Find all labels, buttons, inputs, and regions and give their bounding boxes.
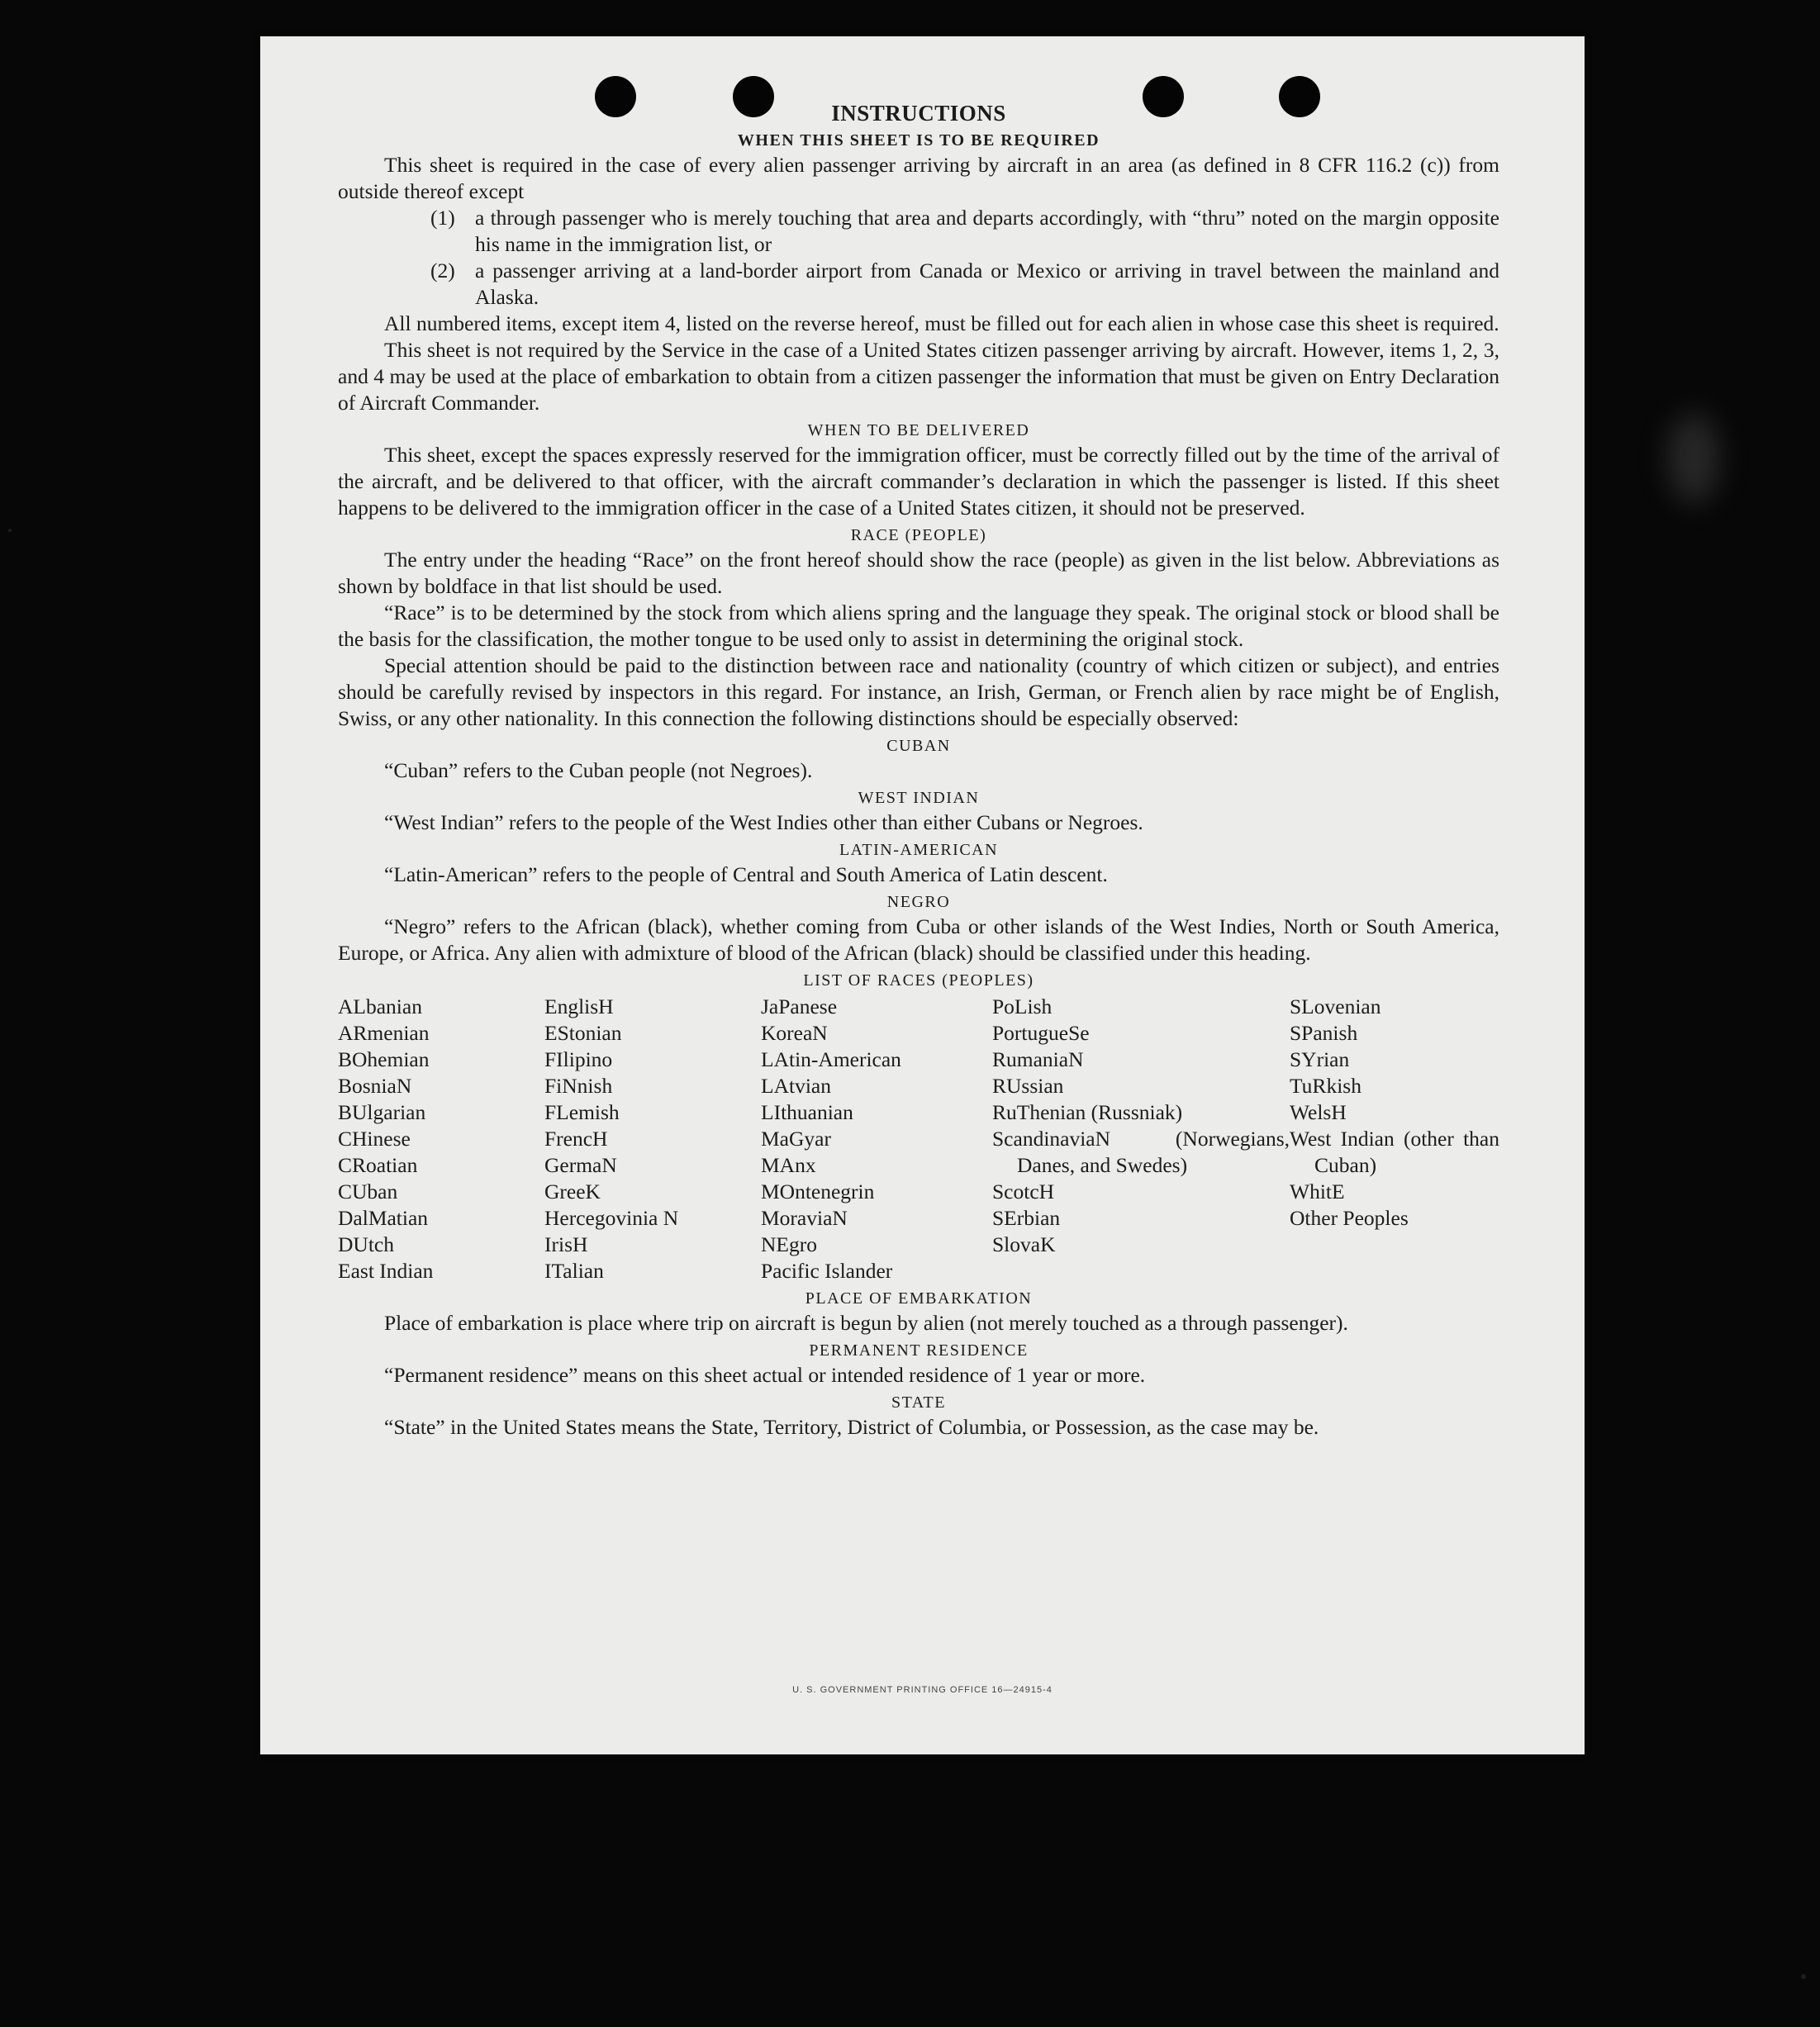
scan-speck [1801,1974,1806,1979]
race-entry: SlovaK [992,1232,1056,1256]
section-heading-negro: NEGRO [886,893,951,911]
races-column [338,994,544,1284]
race-entry: ITalian [544,1259,604,1283]
exception-text: a through passenger who is merely touching that area and departs accordingly, with “thru” noted on the margin opposite his name in the immigration list, or [475,206,1499,256]
scan-glare [1669,413,1718,504]
race-entry: NEgro [761,1232,817,1256]
section-heading-races-list: LIST OF RACES (PEOPLES) [803,971,1034,990]
section-heading-cuban: CUBAN [886,737,951,755]
race-entry: ScotcH [992,1180,1055,1203]
negro-text: “Negro” refers to the African (black), whether coming from Cuba or other islands of the West Indies, North or South America, Europe, or Africa. Any alien with admixture of blood of the African (black) should be classified under this heading. [338,914,1499,965]
document-page [260,36,1585,1754]
races-column [1290,994,1499,1284]
race-paragraph-2: “Race” is to be determined by the stock from which aliens spring and the language they speak. The original stock or blood shall be the basis for the classification, the mother tongue to be used only to assist in determining the original stock. [338,601,1499,651]
west-indian-text: “West Indian” refers to the people of the West Indies other than either Cubans or Negroes. [384,810,1143,834]
race-entry: BOhemian [338,1047,430,1071]
race-entry: SYrian [1290,1047,1350,1071]
section-heading-required: WHEN THIS SHEET IS TO BE REQUIRED [737,131,1100,150]
race-entry: RumaniaN [992,1047,1084,1071]
race-entry: ScandinaviaN (Norwegians, Danes, and Swedes) [992,1127,1290,1177]
race-entry: Other Peoples [1290,1206,1409,1230]
race-entry: BosniaN [338,1074,412,1098]
race-entry: East Indian [338,1259,434,1283]
exception-number: (1) [430,206,455,230]
race-entry: RUssian [992,1074,1064,1098]
section-heading-embarkation: PLACE OF EMBARKATION [805,1289,1033,1308]
race-paragraph-1: The entry under the heading “Race” on the front hereof should show the race (people) as given in the list below. Abbreviations as shown by boldface in that list should be used. [338,548,1499,598]
printer-footer: U. S. GOVERNMENT PRINTING OFFICE 16—24915-4 [792,1685,1053,1695]
residence-text: “Permanent residence” means on this sheet actual or intended residence of 1 year or more. [384,1363,1146,1387]
required-intro: This sheet is required in the case of every alien passenger arriving by aircraft in an area (as defined in 8 CFR 116.2 (c)) from outside thereof except [338,153,1499,203]
race-entry: WelsH [1290,1100,1347,1124]
race-entry: BUlgarian [338,1100,426,1124]
race-entry: Pacific Islander [761,1259,893,1283]
race-entry: CUban [338,1180,398,1203]
race-entry: CHinese [338,1127,411,1151]
latin-american-text: “Latin-American” refers to the people of Central and South America of Latin descent. [384,862,1108,886]
race-entry: IrisH [544,1232,588,1256]
exception-item [430,258,1499,311]
races-column [992,994,1290,1284]
race-entry: PortugueSe [992,1021,1090,1045]
race-entry: EnglisH [544,995,614,1018]
race-entry: RuThenian (Russniak) [992,1100,1183,1124]
race-entry: PoLish [992,995,1053,1018]
state-text: “State” in the United States means the State, Territory, District of Columbia, or Possession, as the case may be. [384,1415,1319,1439]
race-entry: ALbanian [338,995,422,1018]
section-heading-delivered: WHEN TO BE DELIVERED [807,421,1030,439]
race-entry: MoraviaN [761,1206,848,1230]
race-entry: EStonian [544,1021,622,1045]
race-entry: WhitE [1290,1180,1345,1203]
cuban-text: “Cuban” refers to the Cuban people (not Negroes). [384,758,813,782]
race-paragraph-3: Special attention should be paid to the distinction between race and nationality (country of which citizen or subject), and entries should be carefully revised by inspectors in this regard. For instance, an Irish, German, or French alien by race might be of English, Swiss, or any other nationality. In this connection the following distinctions should be especially observed: [338,653,1499,730]
race-entry: DUtch [338,1232,394,1256]
exception-item [430,205,1499,258]
races-list [338,994,1499,1284]
scan-speck [8,529,12,532]
exception-text: a passenger arriving at a land-border airport from Canada or Mexico or arriving in travel between the mainland and Alaska. [475,259,1499,309]
section-heading-latin-american: LATIN-AMERICAN [839,841,999,859]
race-entry: ARmenian [338,1021,430,1045]
race-entry: FiNnish [544,1074,613,1098]
delivered-text: This sheet, except the spaces expressly reserved for the immigration officer, must be correctly filled out by the time of the arrival of the aircraft, and be delivered to that officer, with the aircraft commander’s declaration in which the passenger is listed. If this sheet happens to be delivered to the immigration officer in the case of a United States citizen, it should not be preserved. [338,443,1499,520]
race-entry: SPanish [1290,1021,1358,1045]
race-entry: JaPanese [761,995,838,1018]
document-content [338,101,1499,1441]
race-entry: Hercegovinia N [544,1206,679,1230]
race-entry: SErbian [992,1206,1061,1230]
required-paragraph-2: All numbered items, except item 4, listed on the reverse hereof, must be filled out for each alien in whose case this sheet is required. [384,311,1499,335]
section-heading-state: STATE [891,1393,946,1412]
race-entry: LIthuanian [761,1100,853,1124]
race-entry: SLovenian [1290,995,1381,1018]
race-entry: KoreaN [761,1021,828,1045]
race-entry: MAnx [761,1153,816,1177]
race-entry: LAtvian [761,1074,831,1098]
race-entry: LAtin-American [761,1047,901,1071]
race-entry: West Indian (other than Cuban) [1290,1127,1499,1177]
race-entry: FLemish [544,1100,620,1124]
race-entry: GermaN [544,1153,617,1177]
page-title: INSTRUCTIONS [831,101,1006,126]
race-entry: FIlipino [544,1047,613,1071]
race-entry: CRoatian [338,1153,418,1177]
race-entry: DalMatian [338,1206,429,1230]
races-column [761,994,992,1284]
race-entry: TuRkish [1290,1074,1361,1098]
embarkation-text: Place of embarkation is place where trip on aircraft is begun by alien (not merely touched as a through passenger). [384,1311,1348,1335]
race-entry: GreeK [544,1180,601,1203]
section-heading-residence: PERMANENT RESIDENCE [809,1341,1029,1360]
race-entry: FrencH [544,1127,608,1151]
race-entry: MOntenegrin [761,1180,875,1203]
races-column [544,994,761,1284]
section-heading-west-indian: WEST INDIAN [858,789,980,807]
section-heading-race: RACE (PEOPLE) [850,526,987,544]
required-paragraph-3: This sheet is not required by the Service in the case of a United States citizen passenger arriving by aircraft. However, items 1, 2, 3, and 4 may be used at the place of embarkation to obtain from a citizen passenger the information that must be given on Entry Declaration of Aircraft Commander. [338,338,1499,415]
race-entry: MaGyar [761,1127,831,1151]
exception-number: (2) [430,259,455,282]
